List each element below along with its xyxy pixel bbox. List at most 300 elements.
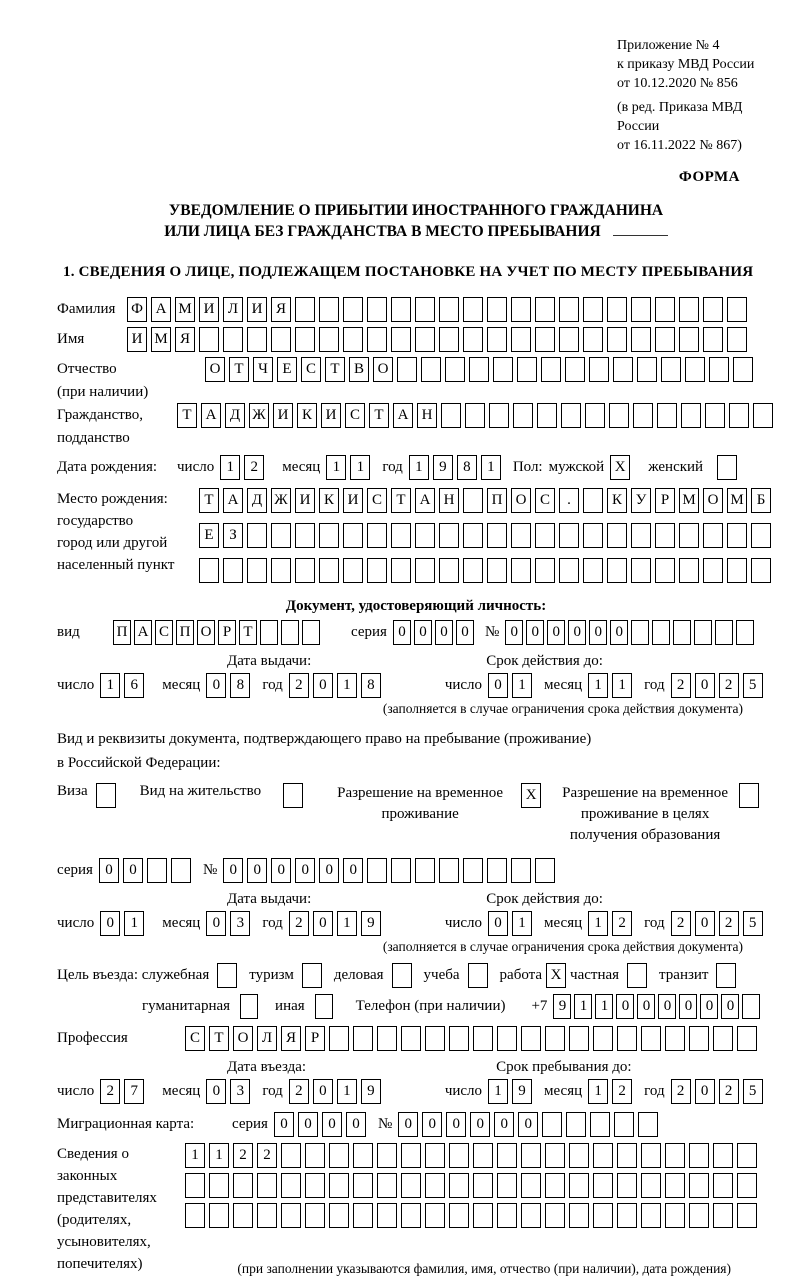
char-box[interactable]	[449, 1143, 469, 1168]
char-box[interactable]: М	[175, 297, 195, 322]
char-box[interactable]: 0	[589, 620, 607, 645]
char-box[interactable]: 8	[457, 455, 477, 480]
char-box[interactable]: 1	[512, 673, 532, 698]
char-box[interactable]	[521, 1173, 541, 1198]
char-box[interactable]: 0	[393, 620, 411, 645]
char-box[interactable]	[463, 558, 483, 583]
char-box[interactable]	[391, 327, 411, 352]
char-box[interactable]	[535, 327, 555, 352]
char-box[interactable]	[319, 297, 339, 322]
char-box[interactable]	[657, 403, 677, 428]
char-box[interactable]: Ч	[253, 357, 273, 382]
char-box[interactable]	[319, 558, 339, 583]
char-box[interactable]: У	[631, 488, 651, 513]
char-box[interactable]	[497, 1143, 517, 1168]
char-box[interactable]	[593, 1143, 613, 1168]
char-box[interactable]	[617, 1173, 637, 1198]
char-box[interactable]	[465, 403, 485, 428]
char-box[interactable]	[513, 403, 533, 428]
char-box[interactable]: А	[393, 403, 413, 428]
char-box[interactable]: 9	[361, 1079, 381, 1104]
char-box[interactable]: Л	[223, 297, 243, 322]
char-box[interactable]	[737, 1173, 757, 1198]
char-box[interactable]: Ж	[249, 403, 269, 428]
char-box[interactable]: 2	[671, 673, 691, 698]
char-box[interactable]	[425, 1203, 445, 1228]
char-box[interactable]	[661, 357, 681, 382]
char-box[interactable]	[415, 523, 435, 548]
char-box[interactable]	[343, 523, 363, 548]
char-box[interactable]: 1	[612, 673, 632, 698]
char-box[interactable]	[679, 297, 699, 322]
char-box[interactable]	[233, 1173, 253, 1198]
char-box[interactable]	[185, 1203, 205, 1228]
char-box[interactable]	[665, 1143, 685, 1168]
char-box[interactable]	[511, 858, 531, 883]
char-box[interactable]	[247, 327, 267, 352]
char-box[interactable]	[439, 858, 459, 883]
char-box[interactable]	[473, 1173, 493, 1198]
char-box[interactable]: 1	[588, 1079, 608, 1104]
char-box[interactable]: 1	[574, 994, 592, 1019]
char-box[interactable]	[367, 297, 387, 322]
char-box[interactable]: Я	[281, 1026, 301, 1051]
char-box[interactable]: 0	[206, 673, 226, 698]
char-box[interactable]: 0	[343, 858, 363, 883]
char-box[interactable]	[511, 297, 531, 322]
char-box[interactable]	[679, 558, 699, 583]
char-box[interactable]	[679, 327, 699, 352]
char-box[interactable]	[590, 1112, 610, 1137]
char-box[interactable]: 1	[326, 455, 346, 480]
char-box[interactable]: М	[727, 488, 747, 513]
char-box[interactable]	[185, 1173, 205, 1198]
char-box[interactable]	[751, 558, 771, 583]
char-box[interactable]	[521, 1203, 541, 1228]
char-box[interactable]	[305, 1173, 325, 1198]
char-box[interactable]	[401, 1143, 421, 1168]
char-box[interactable]	[260, 620, 278, 645]
char-box[interactable]: И	[321, 403, 341, 428]
char-box[interactable]: 2	[671, 911, 691, 936]
char-box[interactable]: Ж	[271, 488, 291, 513]
char-box[interactable]: 1	[481, 455, 501, 480]
char-box[interactable]: Т	[239, 620, 257, 645]
char-box[interactable]	[565, 357, 585, 382]
char-box[interactable]	[703, 558, 723, 583]
char-box[interactable]: 2	[289, 911, 309, 936]
char-box[interactable]	[305, 1203, 325, 1228]
char-box[interactable]	[489, 403, 509, 428]
char-box[interactable]: В	[349, 357, 369, 382]
char-box[interactable]	[613, 357, 633, 382]
char-box[interactable]	[415, 327, 435, 352]
char-box[interactable]	[271, 523, 291, 548]
char-box[interactable]	[751, 523, 771, 548]
char-box[interactable]	[638, 1112, 658, 1137]
char-box[interactable]	[607, 327, 627, 352]
char-box[interactable]: 2	[257, 1143, 277, 1168]
char-box[interactable]	[329, 1026, 349, 1051]
char-box[interactable]: 2	[289, 673, 309, 698]
char-box[interactable]	[329, 1173, 349, 1198]
char-box[interactable]	[209, 1173, 229, 1198]
char-box[interactable]	[631, 327, 651, 352]
char-box[interactable]: И	[127, 327, 147, 352]
char-box[interactable]: О	[197, 620, 215, 645]
char-box[interactable]: Т	[369, 403, 389, 428]
char-box[interactable]: 0	[271, 858, 291, 883]
char-box[interactable]	[391, 297, 411, 322]
char-box[interactable]: Р	[218, 620, 236, 645]
char-box[interactable]: 9	[553, 994, 571, 1019]
char-box[interactable]: 2	[100, 1079, 120, 1104]
char-box[interactable]	[685, 357, 705, 382]
char-box[interactable]	[353, 1026, 373, 1051]
char-box[interactable]: П	[487, 488, 507, 513]
char-box[interactable]	[607, 558, 627, 583]
char-box[interactable]: X	[610, 455, 630, 480]
char-box[interactable]	[295, 297, 315, 322]
char-box[interactable]: М	[679, 488, 699, 513]
char-box[interactable]	[559, 523, 579, 548]
char-box[interactable]: 2	[671, 1079, 691, 1104]
char-box[interactable]: 2	[612, 1079, 632, 1104]
char-box[interactable]: И	[199, 297, 219, 322]
char-box[interactable]: 0	[695, 911, 715, 936]
char-box[interactable]	[401, 1203, 421, 1228]
char-box[interactable]: 0	[658, 994, 676, 1019]
char-box[interactable]: А	[134, 620, 152, 645]
char-box[interactable]: А	[201, 403, 221, 428]
char-box[interactable]	[655, 523, 675, 548]
char-box[interactable]: 2	[719, 673, 739, 698]
char-box[interactable]: 5	[743, 1079, 763, 1104]
char-box[interactable]: А	[415, 488, 435, 513]
char-box[interactable]	[425, 1173, 445, 1198]
char-box[interactable]: Т	[391, 488, 411, 513]
char-box[interactable]	[569, 1173, 589, 1198]
char-box[interactable]	[281, 1203, 301, 1228]
char-box[interactable]	[497, 1173, 517, 1198]
char-box[interactable]: 0	[313, 673, 333, 698]
char-box[interactable]	[377, 1203, 397, 1228]
char-box[interactable]	[521, 1026, 541, 1051]
char-box[interactable]	[713, 1143, 733, 1168]
char-box[interactable]: 0	[319, 858, 339, 883]
char-box[interactable]	[559, 297, 579, 322]
char-box[interactable]: З	[223, 523, 243, 548]
char-box[interactable]	[391, 523, 411, 548]
char-box[interactable]	[739, 783, 759, 808]
char-box[interactable]: 0	[313, 1079, 333, 1104]
char-box[interactable]: 0	[295, 858, 315, 883]
char-box[interactable]	[717, 455, 737, 480]
char-box[interactable]	[439, 558, 459, 583]
char-box[interactable]: 1	[185, 1143, 205, 1168]
char-box[interactable]: 6	[124, 673, 144, 698]
char-box[interactable]: 0	[721, 994, 739, 1019]
char-box[interactable]	[295, 523, 315, 548]
char-box[interactable]	[96, 783, 116, 808]
char-box[interactable]	[171, 858, 191, 883]
char-box[interactable]: 0	[99, 858, 119, 883]
char-box[interactable]: О	[233, 1026, 253, 1051]
char-box[interactable]	[439, 327, 459, 352]
char-box[interactable]	[271, 327, 291, 352]
char-box[interactable]	[631, 523, 651, 548]
char-box[interactable]: 5	[743, 673, 763, 698]
char-box[interactable]	[641, 1026, 661, 1051]
char-box[interactable]	[473, 1143, 493, 1168]
char-box[interactable]	[281, 1173, 301, 1198]
char-box[interactable]	[715, 620, 733, 645]
char-box[interactable]	[295, 327, 315, 352]
char-box[interactable]: 2	[289, 1079, 309, 1104]
char-box[interactable]	[737, 1143, 757, 1168]
char-box[interactable]: 0	[610, 620, 628, 645]
char-box[interactable]	[441, 403, 461, 428]
char-box[interactable]: 1	[337, 1079, 357, 1104]
char-box[interactable]	[593, 1026, 613, 1051]
char-box[interactable]: .	[559, 488, 579, 513]
char-box[interactable]	[511, 327, 531, 352]
char-box[interactable]	[703, 297, 723, 322]
char-box[interactable]: С	[155, 620, 173, 645]
char-box[interactable]	[295, 558, 315, 583]
char-box[interactable]	[511, 523, 531, 548]
char-box[interactable]	[713, 1026, 733, 1051]
char-box[interactable]: 0	[456, 620, 474, 645]
char-box[interactable]	[673, 620, 691, 645]
char-box[interactable]: 0	[274, 1112, 294, 1137]
char-box[interactable]: 0	[206, 1079, 226, 1104]
char-box[interactable]: И	[273, 403, 293, 428]
char-box[interactable]: Д	[247, 488, 267, 513]
char-box[interactable]	[589, 357, 609, 382]
char-box[interactable]: 0	[247, 858, 267, 883]
char-box[interactable]: 1	[350, 455, 370, 480]
char-box[interactable]	[703, 523, 723, 548]
char-box[interactable]	[315, 994, 333, 1019]
char-box[interactable]	[367, 327, 387, 352]
char-box[interactable]: Т	[177, 403, 197, 428]
char-box[interactable]	[343, 327, 363, 352]
char-box[interactable]	[694, 620, 712, 645]
char-box[interactable]: 0	[494, 1112, 514, 1137]
char-box[interactable]	[617, 1026, 637, 1051]
char-box[interactable]	[641, 1173, 661, 1198]
char-box[interactable]: X	[546, 963, 566, 988]
char-box[interactable]	[353, 1203, 373, 1228]
char-box[interactable]	[199, 558, 219, 583]
char-box[interactable]: 7	[124, 1079, 144, 1104]
char-box[interactable]	[727, 558, 747, 583]
char-box[interactable]: 0	[695, 1079, 715, 1104]
char-box[interactable]: Ф	[127, 297, 147, 322]
char-box[interactable]	[415, 858, 435, 883]
char-box[interactable]	[415, 558, 435, 583]
char-box[interactable]: 0	[100, 911, 120, 936]
char-box[interactable]	[593, 1203, 613, 1228]
char-box[interactable]: 0	[470, 1112, 490, 1137]
char-box[interactable]	[703, 327, 723, 352]
char-box[interactable]	[665, 1203, 685, 1228]
char-box[interactable]	[535, 558, 555, 583]
char-box[interactable]	[614, 1112, 634, 1137]
char-box[interactable]: А	[223, 488, 243, 513]
char-box[interactable]	[521, 1143, 541, 1168]
char-box[interactable]	[681, 403, 701, 428]
char-box[interactable]: Т	[199, 488, 219, 513]
char-box[interactable]	[583, 523, 603, 548]
char-box[interactable]: 0	[446, 1112, 466, 1137]
char-box[interactable]	[281, 620, 299, 645]
char-box[interactable]	[463, 488, 483, 513]
char-box[interactable]	[542, 1112, 562, 1137]
char-box[interactable]: Т	[229, 357, 249, 382]
char-box[interactable]	[537, 403, 557, 428]
char-box[interactable]: Р	[305, 1026, 325, 1051]
char-box[interactable]	[302, 963, 322, 988]
char-box[interactable]	[569, 1143, 589, 1168]
char-box[interactable]: 0	[547, 620, 565, 645]
char-box[interactable]: О	[205, 357, 225, 382]
char-box[interactable]: 1	[588, 673, 608, 698]
char-box[interactable]: 2	[719, 1079, 739, 1104]
char-box[interactable]	[569, 1203, 589, 1228]
char-box[interactable]: Н	[417, 403, 437, 428]
char-box[interactable]	[487, 297, 507, 322]
char-box[interactable]	[199, 327, 219, 352]
char-box[interactable]	[637, 357, 657, 382]
char-box[interactable]: К	[607, 488, 627, 513]
char-box[interactable]	[689, 1203, 709, 1228]
char-box[interactable]	[377, 1173, 397, 1198]
char-box[interactable]	[439, 523, 459, 548]
char-box[interactable]: О	[511, 488, 531, 513]
char-box[interactable]	[617, 1143, 637, 1168]
char-box[interactable]	[445, 357, 465, 382]
char-box[interactable]: С	[367, 488, 387, 513]
char-box[interactable]: К	[297, 403, 317, 428]
char-box[interactable]	[607, 297, 627, 322]
char-box[interactable]	[367, 523, 387, 548]
char-box[interactable]	[233, 1203, 253, 1228]
char-box[interactable]: Я	[271, 297, 291, 322]
char-box[interactable]: Я	[175, 327, 195, 352]
char-box[interactable]	[709, 357, 729, 382]
char-box[interactable]	[377, 1026, 397, 1051]
char-box[interactable]	[343, 558, 363, 583]
char-box[interactable]: 2	[612, 911, 632, 936]
char-box[interactable]	[736, 620, 754, 645]
char-box[interactable]	[425, 1143, 445, 1168]
char-box[interactable]: 0	[695, 673, 715, 698]
char-box[interactable]	[679, 523, 699, 548]
char-box[interactable]	[497, 1026, 517, 1051]
char-box[interactable]	[737, 1203, 757, 1228]
char-box[interactable]: С	[345, 403, 365, 428]
char-box[interactable]	[511, 558, 531, 583]
char-box[interactable]	[353, 1143, 373, 1168]
char-box[interactable]	[545, 1203, 565, 1228]
char-box[interactable]	[217, 963, 237, 988]
char-box[interactable]	[257, 1173, 277, 1198]
char-box[interactable]	[727, 297, 747, 322]
char-box[interactable]: 1	[409, 455, 429, 480]
char-box[interactable]	[633, 403, 653, 428]
char-box[interactable]	[147, 858, 167, 883]
char-box[interactable]	[401, 1173, 421, 1198]
char-box[interactable]	[607, 523, 627, 548]
char-box[interactable]	[240, 994, 258, 1019]
char-box[interactable]: 3	[230, 1079, 250, 1104]
char-box[interactable]: 0	[313, 911, 333, 936]
char-box[interactable]	[665, 1026, 685, 1051]
char-box[interactable]	[377, 1143, 397, 1168]
char-box[interactable]	[545, 1143, 565, 1168]
char-box[interactable]: 1	[100, 673, 120, 698]
char-box[interactable]	[517, 357, 537, 382]
char-box[interactable]: П	[113, 620, 131, 645]
char-box[interactable]	[737, 1026, 757, 1051]
char-box[interactable]: 0	[398, 1112, 418, 1137]
char-box[interactable]	[585, 403, 605, 428]
char-box[interactable]	[493, 357, 513, 382]
char-box[interactable]: К	[319, 488, 339, 513]
char-box[interactable]	[425, 1026, 445, 1051]
char-box[interactable]: С	[301, 357, 321, 382]
char-box[interactable]: 0	[123, 858, 143, 883]
char-box[interactable]	[705, 403, 725, 428]
char-box[interactable]: М	[151, 327, 171, 352]
char-box[interactable]	[473, 1026, 493, 1051]
char-box[interactable]	[473, 1203, 493, 1228]
char-box[interactable]	[302, 620, 320, 645]
char-box[interactable]: 1	[220, 455, 240, 480]
char-box[interactable]: 0	[616, 994, 634, 1019]
char-box[interactable]: Л	[257, 1026, 277, 1051]
char-box[interactable]: Е	[199, 523, 219, 548]
char-box[interactable]	[583, 488, 603, 513]
char-box[interactable]	[283, 783, 303, 808]
char-box[interactable]: X	[521, 783, 541, 808]
char-box[interactable]: 9	[433, 455, 453, 480]
char-box[interactable]	[689, 1143, 709, 1168]
char-box[interactable]	[655, 327, 675, 352]
char-box[interactable]: 1	[124, 911, 144, 936]
char-box[interactable]: 1	[588, 911, 608, 936]
char-box[interactable]: 9	[361, 911, 381, 936]
char-box[interactable]	[753, 403, 773, 428]
char-box[interactable]: 0	[488, 911, 508, 936]
char-box[interactable]	[271, 558, 291, 583]
char-box[interactable]: О	[703, 488, 723, 513]
char-box[interactable]	[631, 558, 651, 583]
char-box[interactable]	[497, 1203, 517, 1228]
char-box[interactable]: 0	[422, 1112, 442, 1137]
char-box[interactable]	[319, 523, 339, 548]
char-box[interactable]	[468, 963, 488, 988]
char-box[interactable]: 3	[230, 911, 250, 936]
char-box[interactable]	[392, 963, 412, 988]
char-box[interactable]	[391, 858, 411, 883]
char-box[interactable]	[487, 858, 507, 883]
char-box[interactable]	[391, 558, 411, 583]
char-box[interactable]	[742, 994, 760, 1019]
char-box[interactable]: Т	[209, 1026, 229, 1051]
